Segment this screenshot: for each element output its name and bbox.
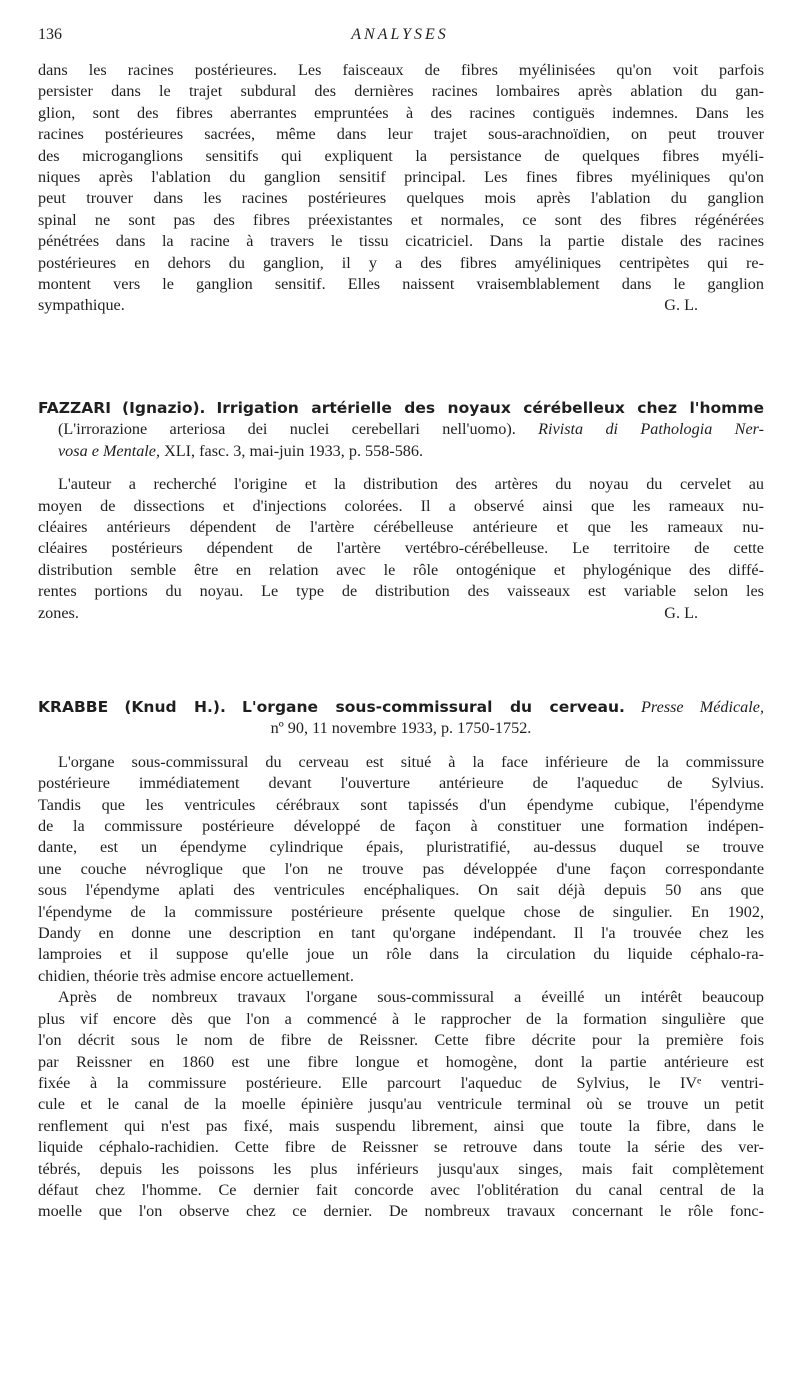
text-line: lamproies et il suppose qu'elle joue un rôle dans la circulation du liquide céphalo-ra- xyxy=(38,945,764,964)
author-given-name: (Knud H.). xyxy=(124,698,226,716)
text-line: rentes portions du noyau. Le type de distribution des vaisseaux est variable selon les xyxy=(38,582,764,601)
journal-name-cont: vosa e Mentale, xyxy=(58,441,161,460)
text-line: racines postérieures sacrées, même dans leur trajet sous-arachnoïdien, on peut trouver xyxy=(38,125,764,144)
text-line: plus vif encore dès que l'on a commencé à le rapprocher de la formation singulière que xyxy=(38,1009,764,1028)
text-line-last xyxy=(38,295,764,316)
text-line: peut trouver dans les racines postérieures quelques mois après l'ablation du ganglion xyxy=(38,189,764,208)
reference-line xyxy=(38,441,764,462)
text-line: distribution semble être en relation avec le rôle ontogénique et phylogénique des diffé- xyxy=(38,560,764,579)
text-line: L'auteur a recherché l'origine et la distribution des artères du noyau du cervelet au xyxy=(58,475,764,494)
text-line: montent vers le ganglion sensitif. Elles naissent vraisemblablement dans le ganglion xyxy=(38,275,764,294)
text-line: une couche névroglique que l'on ne trouve pas développée d'une façon correspondante xyxy=(38,859,764,878)
text-line: postérieure immédiatement devant l'ouverture antérieure de l'aqueduc de Sylvius. xyxy=(38,774,764,793)
entry-heading xyxy=(38,697,764,718)
continuation-text xyxy=(38,60,764,317)
text-line: Dandy en donne une description en tant qu'organe indépendant. Il l'a trouvée chez les xyxy=(38,924,764,943)
text-line: niques après l'ablation du ganglion sensitif principal. Les fines fibres myéliniques qu'on xyxy=(38,168,764,187)
text-line-last: chidien, théorie très admise encore actuellement. xyxy=(38,966,354,985)
text-line: dante, est un épendyme cylindrique épais, pluristratifié, au-dessus duquel se trouve xyxy=(38,838,764,857)
text-line: persister dans le trajet subdural des dernières racines lombaires après ablation du gan- xyxy=(38,82,764,101)
text-line: moelle que l'on observe chez ce dernier. De nombreux travaux concernant le rôle fonc- xyxy=(38,1202,764,1221)
text-line: pénétrées dans la racine à travers le tissu cicatriciel. Dans la partie distale des racines xyxy=(38,232,764,251)
text-line: spinal ne sont pas des fibres préexistantes et normales, ce sont des fibres régénérées xyxy=(38,210,764,229)
journal-name: Rivista di Pathologia Ner- xyxy=(538,420,765,439)
text-line: tébrés, depuis les poissons les plus inférieurs jusqu'aux singes, mais fait complètement xyxy=(38,1159,764,1178)
author-name: KRABBE xyxy=(38,698,109,716)
original-title: (L'irrorazione arteriosa dei nuclei cerebellari nell'uomo). xyxy=(58,420,516,439)
author-given-name: (Ignazio). xyxy=(122,399,206,417)
reference-line xyxy=(38,419,764,440)
text-line: défaut chez l'homme. Ce dernier fait concorde avec l'oblitération du canal central de la xyxy=(38,1180,764,1199)
text-line-last xyxy=(38,603,764,624)
text-line: cule et le canal de la moelle épinière jusqu'au ventricule terminal où se trouve un petit xyxy=(38,1095,764,1114)
author-name: FAZZARI xyxy=(38,399,111,417)
review-entry-krabbe xyxy=(38,697,764,1223)
text-line: cléaires postérieurs dépendent de l'artère vertébro-cérébelleuse. Le territoire de cette xyxy=(38,539,764,558)
text-line: par Reissner en 1860 est une fibre longue et homogène, dont la partie antérieure est xyxy=(38,1052,764,1071)
page-header xyxy=(38,26,762,52)
closing-word: zones. xyxy=(38,603,79,622)
running-title: ANALYSES xyxy=(351,26,449,43)
signature: G. L. xyxy=(664,603,698,622)
text-line: de la commissure postérieure développé de façon à constituer une formation indépen- xyxy=(38,817,764,836)
text-line: glion, sont des fibres aberrantes empruntées à des racines contiguës indemnes. Dans les xyxy=(38,103,764,122)
article-title: L'organe sous-commissural du cerveau. xyxy=(242,698,625,716)
journal-name: Presse Médicale, xyxy=(641,698,765,716)
text-line: L'organe sous-commissural du cerveau est situé à la face inférieure de la commissure xyxy=(58,752,764,771)
text-line: fixée à la commissure postérieure. Elle parcourt l'aqueduc de Sylvius, le IVᵉ ventri- xyxy=(38,1073,764,1092)
closing-word: sympathique. xyxy=(38,296,125,315)
text-line: Après de nombreux travaux l'organe sous-commissural a éveillé un intérêt beaucoup xyxy=(58,988,764,1007)
page-number: 136 xyxy=(38,26,62,43)
text-line: des microganglions sensitifs qui expliquent la persistance de quelques fibres myéli- xyxy=(38,146,764,165)
text-line: postérieures en dehors du ganglion, il y a des fibres amyéliniques centripètes qui re- xyxy=(38,253,764,272)
text-line: l'épendyme de la commissure postérieure présente quelque chose de singulier. En 1902, xyxy=(38,902,764,921)
article-title: Irrigation artérielle des noyaux cérébelleux chez l'homme xyxy=(216,399,764,417)
text-line: dans les racines postérieures. Les faisceaux de fibres myélinisées qu'on voit parfois xyxy=(38,61,764,79)
entry-heading xyxy=(38,398,764,419)
text-line: moyen de dissections et d'injections colorées. Il a observé ainsi que les rameaux nu- xyxy=(38,496,764,515)
text-line: liquide céphalo-rachidien. Cette fibre de Reissner se retrouve dans toute la série des ver- xyxy=(38,1138,764,1157)
reference-details: XLI, fasc. 3, mai-juin 1933, p. 558-586. xyxy=(164,441,424,460)
signature: G. L. xyxy=(664,296,698,315)
text-line: renflement qui n'est pas fixé, mais suspendu librement, ainsi que toute la fibre, dans le xyxy=(38,1116,764,1135)
text-line: sous l'épendyme aplati des ventricules encéphaliques. On sait déjà depuis 50 ans que xyxy=(38,881,764,900)
text-line: cléaires antérieurs dépendent de l'artère cérébelleuse antérieure et que les rameaux nu- xyxy=(38,518,764,537)
text-line: l'on décrit sous le nom de fibre de Reissner. Cette fibre décrite pour la première fois xyxy=(38,1031,764,1050)
reference-details: nº 90, 11 novembre 1933, p. 1750-1752. xyxy=(270,719,532,738)
text-line: Tandis que les ventricules cérébraux sont tapissés d'un épendyme cubique, l'épendyme xyxy=(38,795,764,814)
review-entry-fazzari xyxy=(38,398,764,624)
